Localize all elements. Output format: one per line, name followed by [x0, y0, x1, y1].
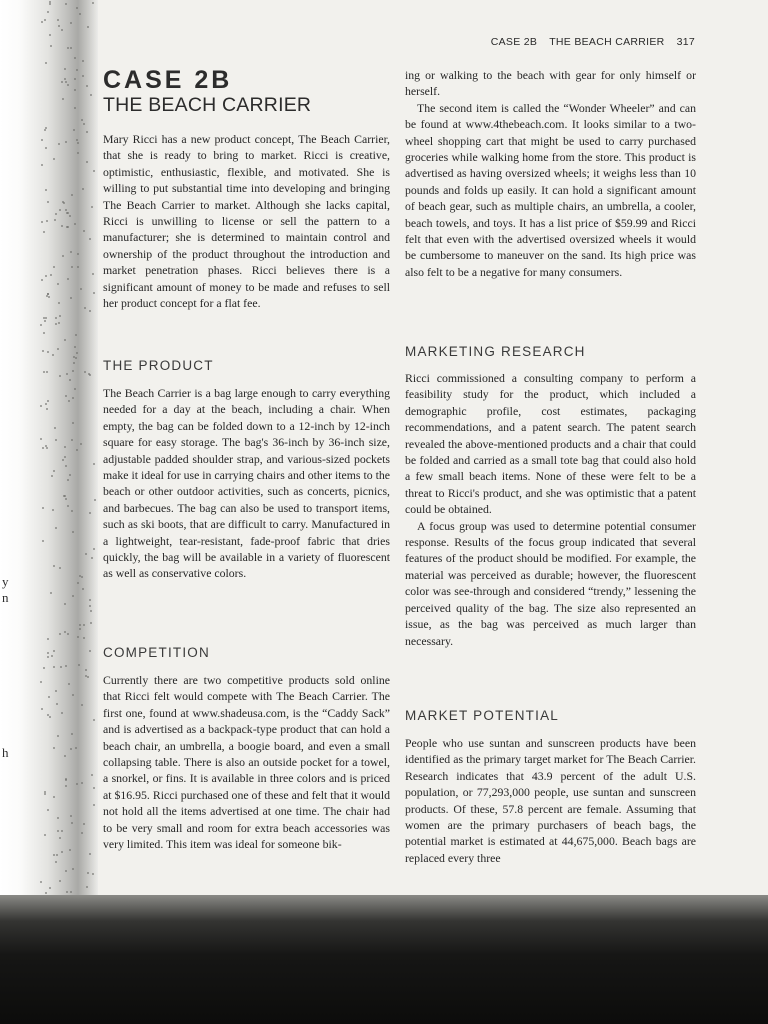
scan-speck: [66, 373, 68, 375]
scan-speck: [69, 379, 71, 381]
scan-speck: [93, 170, 95, 172]
scan-speck: [67, 479, 69, 481]
scan-speck: [91, 774, 93, 776]
scan-speck: [65, 465, 67, 467]
scan-speck: [81, 832, 83, 834]
scan-speck: [44, 320, 46, 322]
scan-speck: [87, 26, 89, 28]
scan-speck: [94, 499, 96, 501]
scan-speck: [53, 666, 55, 668]
scan-speck: [92, 2, 94, 4]
competition-block: [103, 672, 390, 852]
scan-speck: [77, 253, 79, 255]
scan-speck: [44, 793, 46, 795]
scan-speck: [69, 215, 71, 217]
scan-speck: [77, 636, 79, 638]
competition-paragraph-end: ing or walking to the beach with gear for only himself or herself.: [405, 68, 696, 99]
scan-speck: [68, 400, 70, 402]
scan-speck: [55, 213, 57, 215]
scan-speck: [81, 782, 83, 784]
scan-speck: [71, 822, 73, 824]
scan-speck: [76, 69, 78, 71]
scan-speck: [86, 85, 88, 87]
scan-speck: [53, 854, 55, 856]
scan-speck: [82, 75, 84, 77]
scan-speck: [47, 638, 49, 640]
scan-speck: [83, 123, 85, 125]
scan-speck: [89, 238, 91, 240]
scan-speck: [42, 447, 44, 449]
scan-speck: [41, 279, 43, 281]
scan-speck: [72, 868, 74, 870]
scan-speck: [75, 334, 77, 336]
scan-speck: [44, 834, 46, 836]
scan-speck: [47, 400, 49, 402]
scan-speck: [59, 633, 61, 635]
page-number: 317: [676, 36, 695, 48]
scan-speck: [70, 748, 72, 750]
scan-speck: [70, 22, 72, 24]
scan-speck: [45, 275, 47, 277]
scan-speck: [74, 223, 76, 225]
scan-speck: [62, 459, 64, 461]
section-heading-competition: COMPETITION: [103, 645, 210, 660]
scan-speck: [43, 231, 45, 233]
product-paragraph: The Beach Carrier is a bag large enough to carry everything needed for a day at the beach, including a chair. When empty, the bag can be folded down to a 12-inch by 12-inch square for easy storage. The bag's 36-inch by 36-inch size, adjustable padded shoulder strap, and various-sized pockets make it ideal for use in carrying chairs and other items to the beach or other outdoor activities, such as concerts, picnics, and barbecues. The bag can also be used to transport items, such as ski boots, that are difficult to carry. Manufactured in a lightweight, tear-resistant, fade-proof fabric that dries quickly, the bag will be available in a variety of fluorescent as well as conservative colors.: [103, 386, 390, 581]
scan-speck: [91, 206, 93, 208]
running-head: [491, 36, 695, 48]
scan-speck: [53, 565, 55, 567]
scan-speck: [65, 779, 67, 781]
scan-speck: [89, 853, 91, 855]
binding-gutter: [0, 0, 98, 1024]
scan-speck: [85, 675, 87, 677]
scan-speck: [43, 371, 45, 373]
scan-speck: [40, 324, 42, 326]
scan-speck: [50, 274, 52, 276]
scan-speck: [74, 107, 76, 109]
scan-speck: [44, 19, 46, 21]
scan-speck: [57, 735, 59, 737]
scan-speck: [76, 7, 78, 9]
scan-speck: [59, 837, 61, 839]
scan-speck: [62, 255, 64, 257]
scan-speck: [86, 886, 88, 888]
scan-speck: [65, 209, 67, 211]
scan-speck: [59, 315, 61, 317]
case-label: CASE 2B: [103, 66, 233, 94]
scan-speck: [42, 507, 44, 509]
scan-speck: [65, 498, 67, 500]
scan-speck: [89, 605, 91, 607]
scan-speck: [66, 212, 68, 214]
scan-speck: [62, 98, 64, 100]
scan-speck: [59, 375, 61, 377]
scan-speck: [77, 152, 79, 154]
scan-speck: [65, 395, 67, 397]
scan-speck: [66, 226, 68, 228]
scan-speck: [65, 665, 67, 667]
scan-speck: [53, 747, 55, 749]
margin-fragment: y: [2, 574, 9, 589]
scan-speck: [73, 129, 75, 131]
scan-speck: [58, 143, 60, 145]
scan-speck: [52, 509, 54, 511]
scan-speck: [84, 371, 86, 373]
product-block: [103, 385, 390, 582]
case-title: THE BEACH CARRIER: [103, 94, 312, 116]
scan-speck: [55, 323, 57, 325]
scan-speck: [93, 292, 95, 294]
scan-speck: [45, 892, 47, 894]
scan-speck: [82, 588, 84, 590]
scan-speck: [57, 19, 59, 21]
scan-speck: [82, 188, 84, 190]
scan-speck: [61, 830, 63, 832]
scan-speck: [43, 332, 45, 334]
scan-speck: [79, 624, 81, 626]
scan-speck: [83, 230, 85, 232]
marketing-research-paragraph-2: A focus group was used to determine potential consumer response. Results of the focus group indicated that several features of the product should be modified. For example, the material was perceived as durable; however, the fluorescent color was see-through and considered “trendy,” lessening the perceived quality of the bag. The size also represented an issue, as the bag was perceived as much larger than necessary.: [405, 518, 696, 648]
scan-speck: [49, 3, 51, 5]
scan-speck: [47, 656, 49, 658]
scan-speck: [59, 880, 61, 882]
margin-fragment: h: [2, 745, 9, 760]
scan-speck: [73, 362, 75, 364]
scan-speck: [46, 295, 48, 297]
scan-speck: [70, 297, 72, 299]
margin-fragment: n: [2, 590, 9, 605]
scan-speck: [45, 403, 47, 405]
scan-speck: [85, 669, 87, 671]
scan-speck: [88, 373, 90, 375]
scan-speck: [77, 142, 79, 144]
scan-speck: [40, 681, 42, 683]
scan-speck: [55, 527, 57, 529]
scan-speck: [58, 25, 60, 27]
scan-speck: [93, 719, 95, 721]
section-heading-marketing-research: MARKETING RESEARCH: [405, 344, 586, 359]
scan-speck: [74, 57, 76, 59]
running-head-title: THE BEACH CARRIER: [549, 36, 665, 48]
market-potential-block: [405, 735, 696, 866]
scan-speck: [56, 854, 58, 856]
scan-speck: [66, 891, 68, 893]
scan-speck: [46, 408, 48, 410]
scan-speck: [92, 873, 94, 875]
scan-speck: [61, 225, 63, 227]
scan-speck: [65, 3, 67, 5]
scan-speck: [61, 29, 63, 31]
market-potential-paragraph: People who use suntan and sunscreen products have been identified as the primary target market for The Beach Carrier. Research indicates that 43.9 percent of the adult U.S. population, or 77,293,000 people, use suntan and sunscreen products. Of these, 57.8 percent are female. Assuming that women are the primary purchasers of beach bags, the potential market is estimated at 44,675,000. Beach bags are replaced every three: [405, 736, 696, 865]
scan-speck: [53, 650, 55, 652]
scan-speck: [40, 438, 42, 440]
scan-speck: [56, 703, 58, 705]
scan-speck: [76, 139, 78, 141]
scan-speck: [40, 881, 42, 883]
scan-speck: [65, 141, 67, 143]
scan-speck: [47, 293, 49, 295]
scan-speck: [72, 694, 74, 696]
scan-speck: [74, 388, 76, 390]
scan-speck: [89, 650, 91, 652]
scan-speck: [70, 251, 72, 253]
scan-speck: [57, 817, 59, 819]
scan-speck: [70, 47, 72, 49]
scan-speck: [81, 704, 83, 706]
scan-bottom-shadow: [0, 895, 768, 1024]
scan-speck: [74, 346, 76, 348]
scan-speck: [93, 787, 95, 789]
scan-speck: [51, 475, 53, 477]
scan-speck: [72, 422, 74, 424]
scan-speck: [64, 603, 66, 605]
intro-block: [103, 131, 390, 311]
scan-speck: [71, 510, 73, 512]
scan-speck: [52, 354, 54, 356]
scan-speck: [87, 872, 89, 874]
scan-speck: [47, 201, 49, 203]
scan-speck: [72, 397, 74, 399]
scan-speck: [57, 283, 59, 285]
scan-speck: [53, 470, 55, 472]
scan-speck: [68, 683, 70, 685]
scan-speck: [63, 202, 65, 204]
scan-speck: [64, 78, 66, 80]
scan-speck: [47, 351, 49, 353]
scan-speck: [65, 785, 67, 787]
scan-speck: [55, 317, 57, 319]
scan-speck: [58, 322, 60, 324]
scan-speck: [75, 357, 77, 359]
scan-speck: [78, 664, 80, 666]
scan-speck: [53, 796, 55, 798]
scan-speck: [54, 219, 56, 221]
scan-speck: [59, 209, 61, 211]
competition-continued-block: [405, 67, 696, 280]
scan-speck: [72, 595, 74, 597]
scan-speck: [58, 302, 60, 304]
scan-speck: [72, 531, 74, 533]
scan-speck: [92, 273, 94, 275]
scan-speck: [71, 439, 73, 441]
scan-speck: [64, 68, 66, 70]
scan-speck: [89, 310, 91, 312]
scan-speck: [71, 194, 73, 196]
scan-speck: [48, 696, 50, 698]
scan-speck: [41, 21, 43, 23]
scan-speck: [75, 747, 77, 749]
scan-speck: [64, 456, 66, 458]
scan-speck: [64, 631, 66, 633]
scan-speck: [40, 405, 42, 407]
scan-speck: [41, 708, 43, 710]
scan-speck: [49, 887, 51, 889]
scan-speck: [91, 557, 93, 559]
scan-speck: [45, 445, 47, 447]
scan-speck: [45, 147, 47, 149]
scan-speck: [79, 575, 81, 577]
scan-speck: [41, 139, 43, 141]
scan-speck: [57, 830, 59, 832]
scan-speck: [69, 849, 71, 851]
scan-speck: [45, 317, 47, 319]
scan-speck: [64, 339, 66, 341]
scan-speck: [79, 628, 81, 630]
scan-speck: [61, 712, 63, 714]
scan-speck: [46, 371, 48, 373]
scan-speck: [76, 449, 78, 451]
scan-speck: [41, 221, 43, 223]
intro-paragraph: Mary Ricci has a new product concept, The Beach Carrier, that she is ready to bring to market. Ricci is creative, optimistic, enthusiastic, flexible, and motivated. She is willing to put substantial time into developing and bringing The Beach Carrier to market. Although she lacks capital, Ricci is unwilling to license or sell the pattern to a manufacturer; she is determined to maintain control and ownership of the product throughout the introduction and market penetration phases. Ricci believes there is a significant amount of money to be made and refuses to sell her product concept for a flat fee.: [103, 132, 390, 311]
section-heading-product: THE PRODUCT: [103, 358, 214, 373]
scan-speck: [89, 512, 91, 514]
scan-speck: [57, 348, 59, 350]
scan-speck: [79, 13, 81, 15]
scan-speck: [76, 352, 78, 354]
marketing-research-block: [405, 370, 696, 649]
scan-speck: [86, 131, 88, 133]
scan-speck: [53, 266, 55, 268]
running-head-case: CASE 2B: [490, 36, 538, 48]
scan-speck: [61, 851, 63, 853]
scan-speck: [47, 652, 49, 654]
scan-speck: [46, 220, 48, 222]
scan-speck: [47, 11, 49, 13]
scan-speck: [67, 505, 69, 507]
scan-speck: [77, 582, 79, 584]
scan-speck: [45, 62, 47, 64]
competition-paragraph-2: The second item is called the “Wonder Wheeler” and can be found at www.4thebeach.com. It looks similar to a two-wheel shopping cart that might be used to carry purchased groceries while walking home from the store. This product is advertised as having oversized wheels; it weighs less than 10 pounds and folds up easily. It can hold a significant amount of beach gear, such as multiple chairs, an umbrella, a cooler, beach towels, and toys. It has a list price of $59.99 and Ricci felt that even with the advertised oversized wheels it would be cumbersome to maneuver on the sand. Its high price was also felt to be a negative for many consumers.: [405, 100, 696, 279]
scan-speck: [60, 666, 62, 668]
scan-speck: [48, 296, 50, 298]
scan-speck: [93, 463, 95, 465]
scan-speck: [61, 81, 63, 83]
scan-speck: [59, 567, 61, 569]
scan-speck: [41, 164, 43, 166]
scan-speck: [53, 158, 55, 160]
scan-speck: [49, 34, 51, 36]
scan-speck: [71, 266, 73, 268]
scan-speck: [67, 633, 69, 635]
scan-speck: [93, 804, 95, 806]
scan-speck: [64, 755, 66, 757]
scan-speck: [69, 474, 71, 476]
scan-speck: [83, 624, 85, 626]
competition-paragraph-start: Currently there are two competitive products sold online that Ricci felt would compete with The Beach Carrier. The first one, found at www.shadeusa.com, is the “Caddy Sack” and is advertised as a backpack-type product that can hold a beach chair, an umbrella, a boogie board, and even a small collapsing table. There is also an outside pocket for a towel, a snorkel, or fins. It is available in three colors and is priced at $16.95. Ricci purchased one of these and felt that it would not hold all the items advertised at one time. The chair had to be very small and room for extra beach accessories was very limited. This item was ideal for someone bik-: [103, 673, 390, 852]
scan-speck: [55, 439, 57, 441]
scan-speck: [42, 540, 44, 542]
scan-speck: [84, 307, 86, 309]
scan-speck: [71, 733, 73, 735]
scan-speck: [50, 592, 52, 594]
scan-speck: [64, 446, 66, 448]
scan-speck: [83, 823, 85, 825]
scan-speck: [43, 667, 45, 669]
scan-speck: [77, 266, 79, 268]
scan-speck: [51, 655, 53, 657]
scan-speck: [83, 637, 85, 639]
section-heading-market-potential: MARKET POTENTIAL: [405, 708, 559, 723]
scan-speck: [76, 783, 78, 785]
scan-speck: [55, 861, 57, 863]
scan-speck: [85, 553, 87, 555]
scan-speck: [87, 676, 89, 678]
scan-speck: [42, 350, 44, 352]
scan-speck: [65, 870, 67, 872]
scan-speck: [70, 815, 72, 817]
scan-speck: [90, 610, 92, 612]
scan-speck: [47, 809, 49, 811]
scan-speck: [82, 60, 84, 62]
scan-speck: [55, 690, 57, 692]
scan-speck: [93, 548, 95, 550]
scan-speck: [80, 443, 82, 445]
scan-speck: [86, 161, 88, 163]
scan-speck: [45, 189, 47, 191]
scan-speck: [44, 129, 46, 131]
scan-speck: [67, 84, 69, 86]
scan-speck: [74, 78, 76, 80]
scan-speck: [89, 599, 91, 601]
scan-speck: [70, 891, 72, 893]
scan-speck: [50, 45, 52, 47]
scan-speck: [72, 370, 74, 372]
scan-speck: [74, 89, 76, 91]
scan-speck: [80, 288, 82, 290]
scan-speck: [81, 119, 83, 121]
marketing-research-paragraph-1: Ricci commissioned a consulting company to perform a feasibility study for the product, which included a demographic profile, cost estimates, packaging recommendations, and a patent search. The patent search revealed the above-mentioned products and a chair that could be folded and carried as a small tote bag that could also hold a few small beach items. None of these were felt to be a threat to Ricci's product, and she was optimistic that a patent could be obtained.: [405, 371, 696, 517]
scan-speck: [64, 495, 66, 497]
scan-speck: [90, 94, 92, 96]
scan-speck: [49, 716, 51, 718]
scan-speck: [90, 622, 92, 624]
scan-speck: [67, 278, 69, 280]
scan-speck: [54, 427, 56, 429]
